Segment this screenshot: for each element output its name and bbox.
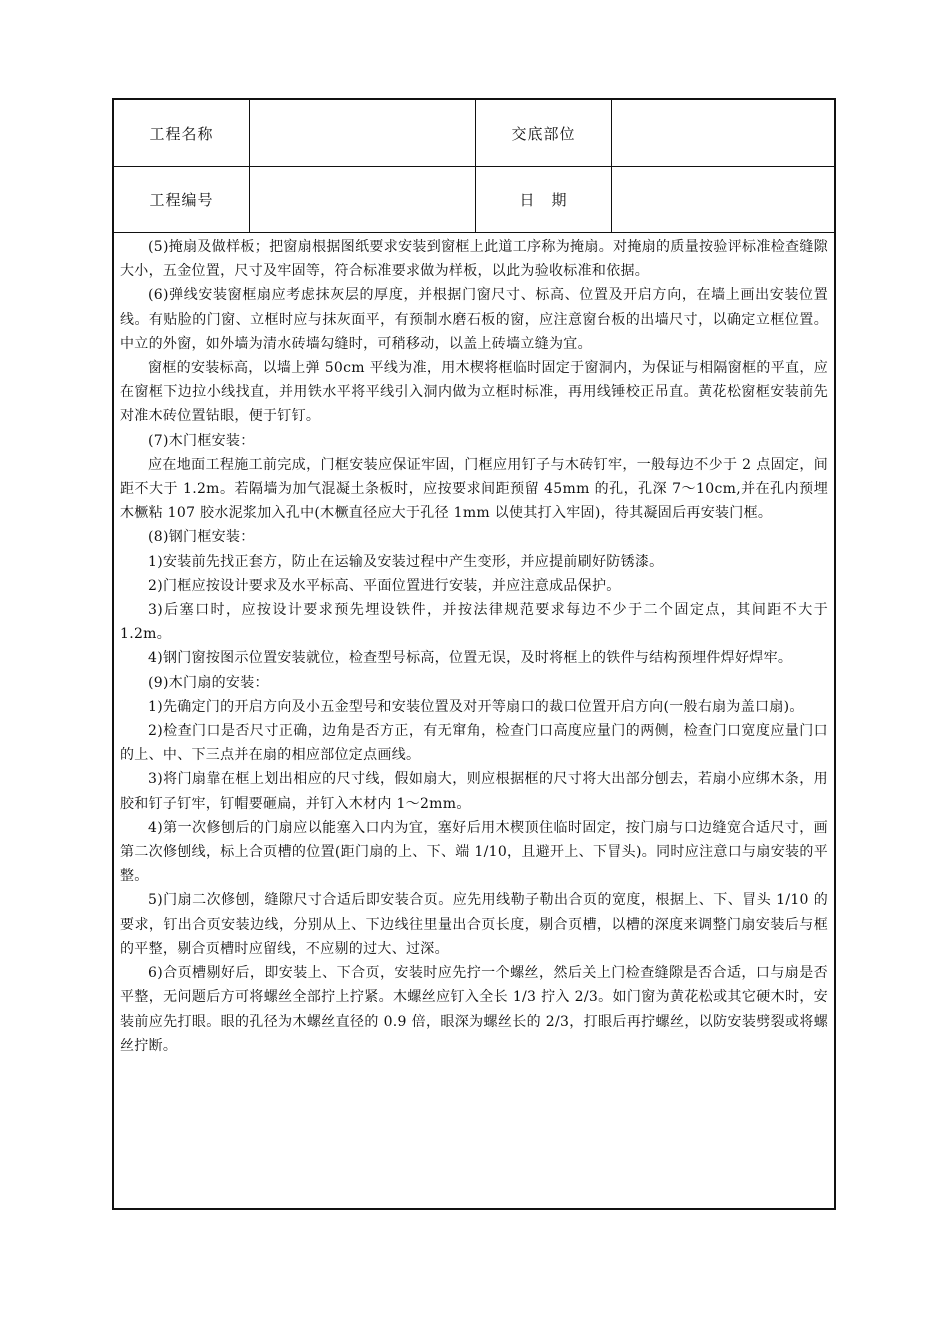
disclosure-content bbox=[120, 235, 828, 1058]
paragraph: (8)钢门框安装： bbox=[148, 529, 255, 546]
paragraph: (6)弹线安装窗框扇应考虑抹灰层的厚度，并根据门窗尺寸、标高、位置及开启方向，在墙上画出安装位置线。有贴脸的门窗、立框时应与抹灰面平，有预制水磨石板的窗，应注意窗台板的出墙尺寸，以确定立框位置。中立的外窗，如外墙为清水砖墙勾缝时，可稍移动，以盖上砖墙立缝为宜。 bbox=[120, 287, 828, 352]
project-number-value bbox=[250, 167, 476, 232]
paragraph: (7)木门框安装： bbox=[148, 432, 255, 449]
paragraph: 窗框的安装标高，以墙上弹 50cm 平线为准，用木楔将框临时固定于窗洞内，为保证与相隔窗框的平直，应在窗框下边拉小线找直，并用铁水平将平线引入洞内做为立框时标准，再用线锤校正吊直。黄花松窗框安装前先对准木砖位置钻眼，便于钉钉。 bbox=[120, 360, 828, 425]
paragraph: 1)先确定门的开启方向及小五金型号和安装位置及对开等扇口的裁口位置开启方向(一般右扇为盖口扇)。 bbox=[148, 698, 804, 715]
location-value bbox=[612, 100, 834, 166]
date-value bbox=[612, 167, 834, 232]
paragraph: 6)合页槽剔好后，即安装上、下合页，安装时应先拧一个螺丝，然后关上门检查缝隙是否合适，口与扇是否平整，无问题后方可将螺丝全部拧上拧紧。木螺丝应钉入全长 1/3 拧入 2/3。如门窗为黄花松或其它硬木时，安装前应先打眼。眼的孔径为木螺丝直径的 0.9 倍，眼深为螺丝长的 2/3，打眼后再拧螺丝，以防安装劈裂或将螺丝拧断。 bbox=[120, 965, 828, 1054]
project-number-label: 工程编号 bbox=[114, 167, 250, 232]
paragraph: (9)木门扇的安装： bbox=[148, 674, 269, 691]
location-label: 交底部位 bbox=[476, 100, 612, 166]
paragraph: 1)安装前先找正套方，防止在运输及安装过程中产生变形，并应提前刷好防锈漆。 bbox=[148, 553, 664, 570]
disclosure-form bbox=[112, 98, 836, 1210]
header-row-1 bbox=[114, 100, 834, 167]
paragraph: 3)后塞口时，应按设计要求预先埋设铁件，并按法律规范要求每边不少于二个固定点，其间距不大于 1.2m。 bbox=[120, 602, 828, 643]
project-name-value bbox=[250, 100, 476, 166]
paragraph: 2)门框应按设计要求及水平标高、平面位置进行安装，并应注意成品保护。 bbox=[148, 577, 621, 594]
header-row-2 bbox=[114, 167, 834, 233]
paragraph: 4)第一次修刨后的门扇应以能塞入口内为宜，塞好后用木楔顶住临时固定，按门扇与口边缝宽合适尺寸，画第二次修刨线，标上合页槽的位置(距门扇的上、下、端 1/10，且避开上、下冒头)。同时应注意口与扇安装的平整。 bbox=[120, 819, 828, 885]
date-label: 日 期 bbox=[476, 167, 612, 232]
paragraph: 应在地面工程施工前完成，门框安装应保证牢固，门框应用钉子与木砖钉牢，一般每边不少于 2 点固定，间距不大于 1.2m。若隔墙为加气混凝土条板时，应按要求间距预留 45mm 的孔，孔深 7～10cm,并在孔内预埋木橛粘 107 胶水泥浆加入孔中(木橛直径应大于孔径 1mm 以使其打入牢固)，待其凝固后再安装门框。 bbox=[120, 456, 828, 522]
paragraph: (5)掩扇及做样板；把窗扇根据图纸要求安装到窗框上此道工序称为掩扇。对掩扇的质量按验评标准检查缝隙大小，五金位置，尺寸及牢固等，符合标准要求做为样板，以此为验收标准和依据。 bbox=[120, 239, 828, 280]
paragraph: 3)将门扇靠在框上划出相应的尺寸线，假如扇大，则应根据框的尺寸将大出部分刨去，若扇小应绑木条，用胶和钉子钉牢，钉帽要砸扁，并钉入木材内 1～2mm。 bbox=[120, 771, 828, 812]
paragraph: 2)检查门口是否尺寸正确，边角是否方正，有无窜角，检查门口高度应量门的两侧，检查门口宽度应量门口的上、中、下三点并在扇的相应部位定点画线。 bbox=[120, 723, 828, 764]
paragraph: 4)钢门窗按图示位置安装就位，检查型号标高，位置无误，及时将框上的铁件与结构预埋件焊好焊牢。 bbox=[148, 650, 793, 667]
paragraph: 5)门扇二次修刨，缝隙尺寸合适后即安装合页。应先用线勒子勒出合页的宽度，根据上、下、冒头 1/10 的要求，钉出合页安装边线，分别从上、下边线往里量出合页长度，剔合页槽，以槽的深度来调整门扇安装后与框的平整，剔合页槽时应留线，不应剔的过大、过深。 bbox=[120, 892, 828, 957]
project-name-label: 工程名称 bbox=[114, 100, 250, 166]
